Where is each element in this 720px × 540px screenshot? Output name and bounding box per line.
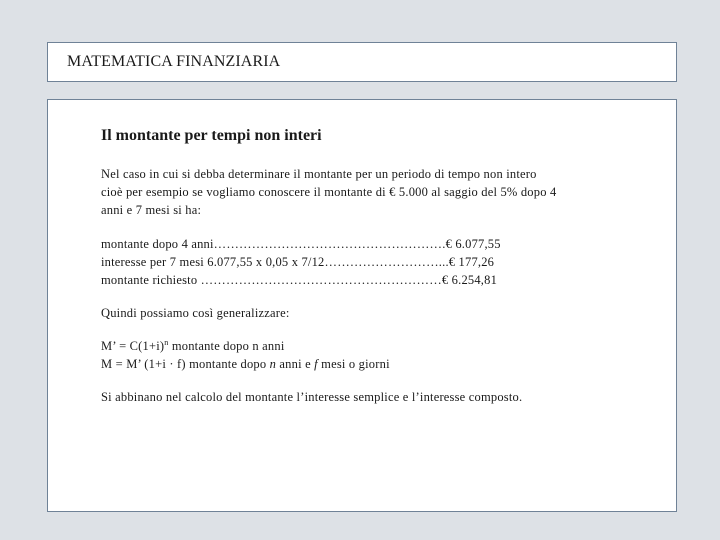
formula-mixed-post: mesi o giorni (317, 357, 390, 371)
conclusion-text: Si abbinano nel calcolo del montante l’interesse semplice e l’interesse composto. (101, 390, 523, 404)
calculation-block (101, 235, 501, 289)
intro-line: Nel caso in cui si debba determinare il montante per un periodo di tempo non intero (101, 167, 537, 181)
intro-line: cioè per esempio se vogliamo conoscere il montante di € 5.000 al saggio del 5% dopo 4 (101, 185, 557, 199)
calc-line-montante: montante dopo 4 anni……………………………………………….€ 6.077,55 (101, 237, 501, 251)
formula-exponent: n (164, 338, 169, 347)
formula-compound (101, 337, 390, 355)
formula-var-n: n (269, 357, 277, 371)
formula-compound-pre: M’ = C(1+i) (101, 339, 165, 353)
formula-block (101, 337, 390, 373)
calc-line-richiesto: montante richiesto …………………………………………………€ 6.254,81 (101, 273, 498, 287)
intro-paragraph (101, 165, 556, 219)
generalize-text: Quindi possiamo così generalizzare: (101, 306, 290, 320)
intro-line: anni e 7 mesi si ha: (101, 203, 202, 217)
calc-line-interesse: interesse per 7 mesi 6.077,55 x 0,05 x 7/12………………………...€ 177,26 (101, 255, 495, 269)
title-box (47, 42, 677, 82)
formula-mixed (101, 355, 390, 373)
formula-var-f: f (314, 357, 318, 371)
section-heading: Il montante per tempi non interi (101, 127, 322, 144)
formula-compound-post: montante dopo n anni (168, 339, 285, 353)
formula-mixed-pre: M = M’ (1+i · f) montante dopo (101, 357, 270, 371)
formula-mixed-mid: anni e (276, 357, 315, 371)
content-box (47, 99, 677, 512)
slide-title: MATEMATICA FINANZIARIA (67, 53, 281, 70)
